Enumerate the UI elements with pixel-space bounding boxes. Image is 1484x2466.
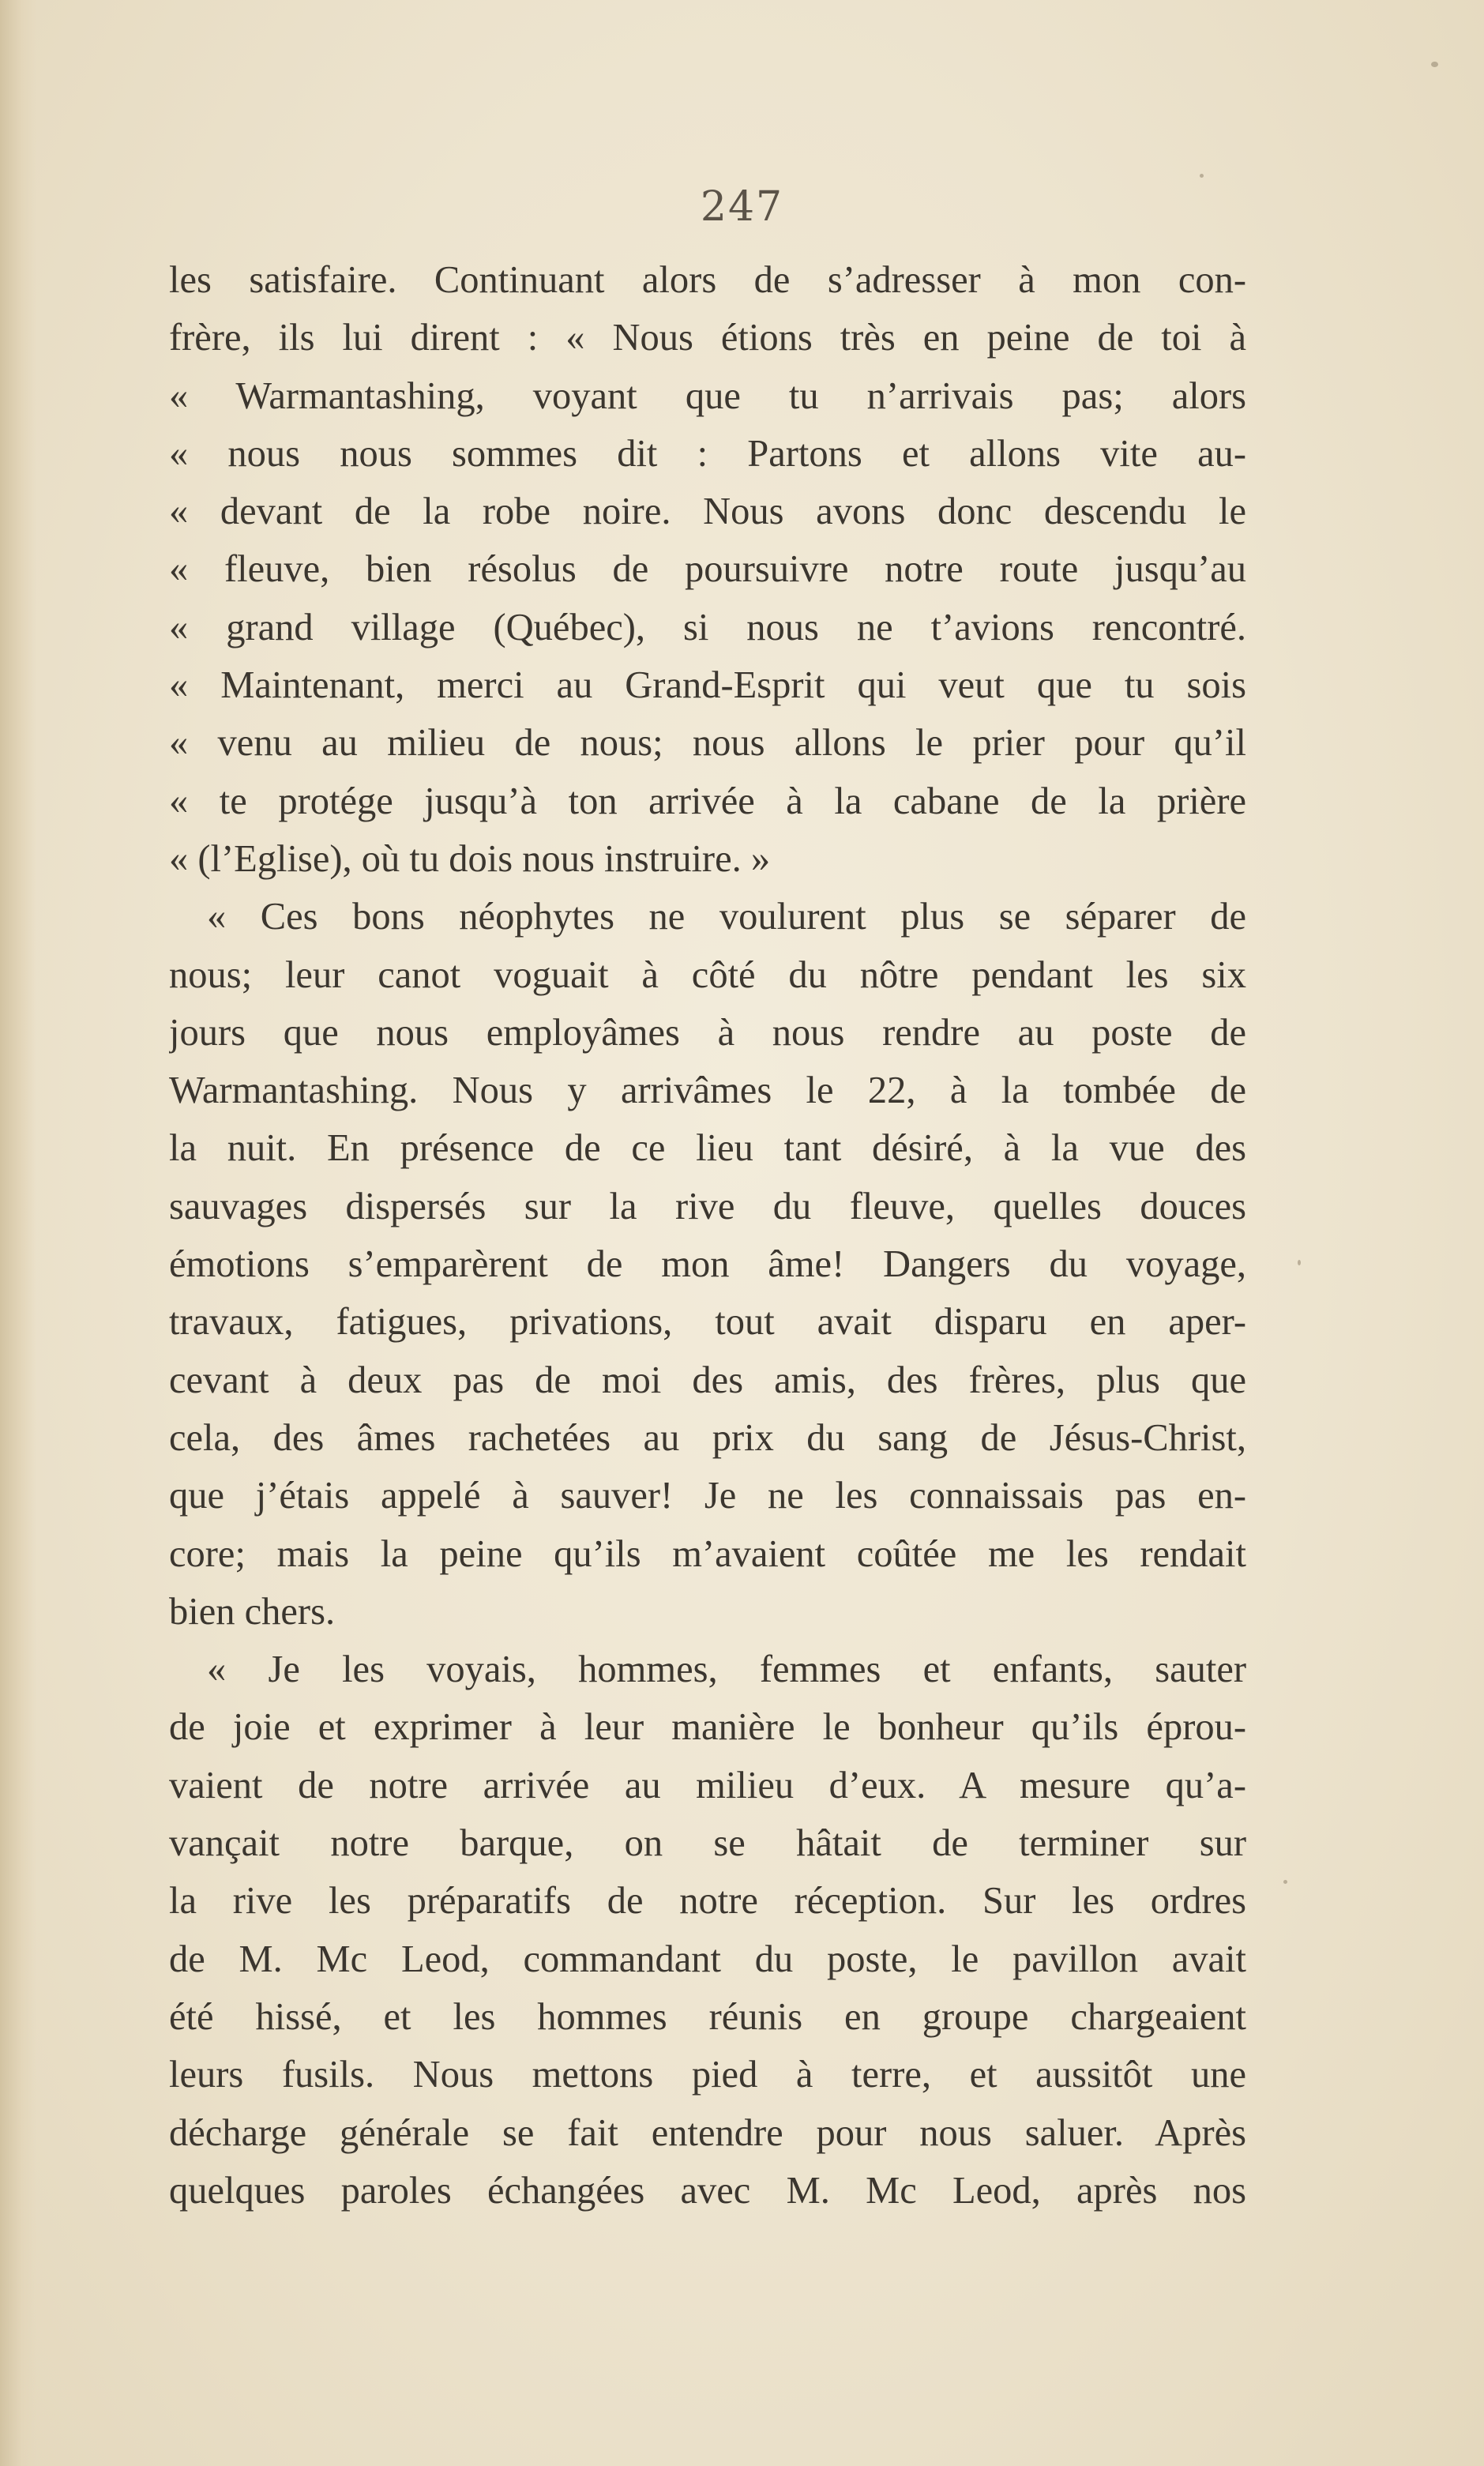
text-line: sauvages dispersés sur la rive du fleuve, quelles douces bbox=[169, 1185, 1246, 1227]
text-line: leurs fusils. Nous mettons pied à terre, et aussitôt une bbox=[169, 2054, 1246, 2096]
text-line: de joie et exprimer à leur manière le bonheur qu’ils éprou- bbox=[169, 1706, 1246, 1749]
text-line: émotions s’emparèrent de mon âme! Dangers du voyage, bbox=[169, 1243, 1246, 1286]
paper-speck bbox=[1431, 62, 1438, 67]
text-line: « devant de la robe noire. Nous avons donc descendu le bbox=[169, 491, 1246, 533]
text-line: « venu au milieu de nous; nous allons le prier pour qu’il bbox=[169, 722, 1246, 765]
text-line: décharge générale se fait entendre pour nous saluer. Après bbox=[169, 2111, 1246, 2154]
text-line: cevant à deux pas de moi des amis, des frères, plus que bbox=[169, 1359, 1246, 1401]
text-line: jours que nous employâmes à nous rendre au poste de bbox=[169, 1011, 1246, 1054]
text-line: quelques paroles échangées avec M. Mc Leod, après nos bbox=[169, 2169, 1246, 2212]
text-line: que j’étais appelé à sauver! Je ne les connaissais pas en- bbox=[169, 1475, 1246, 1517]
text-line: travaux, fatigues, privations, tout avait disparu en aper- bbox=[169, 1301, 1246, 1344]
text-line: « Je les voyais, hommes, femmes et enfants, sauter bbox=[207, 1648, 1246, 1691]
text-line: été hissé, et les hommes réunis en groupe chargeaient bbox=[169, 1995, 1246, 2038]
text-line: les satisfaire. Continuant alors de s’adresser à mon con- bbox=[169, 259, 1246, 301]
text-line: « Warmantashing, voyant que tu n’arrivais pas; alors bbox=[169, 374, 1246, 417]
text-line: « (l’Eglise), où tu dois nous instruire. » bbox=[169, 837, 771, 880]
text-line: bien chers. bbox=[169, 1590, 336, 1633]
text-line: Warmantashing. Nous y arrivâmes le 22, à la tombée de bbox=[169, 1069, 1246, 1112]
paper-speck bbox=[1200, 174, 1204, 178]
text-line: la nuit. En présence de ce lieu tant désiré, à la vue des bbox=[169, 1127, 1246, 1170]
text-line: vançait notre barque, on se hâtait de terminer sur bbox=[169, 1822, 1246, 1865]
body-text bbox=[169, 251, 1246, 2220]
page-number: 247 bbox=[700, 183, 784, 231]
text-line: frère, ils lui dirent : « Nous étions très en peine de toi à bbox=[169, 317, 1246, 359]
text-line: « nous nous sommes dit : Partons et allons vite au- bbox=[169, 432, 1246, 475]
text-line: « te protége jusqu’à ton arrivée à la cabane de la prière bbox=[169, 780, 1246, 822]
page-gutter-shadow bbox=[0, 0, 36, 2466]
text-line: « fleuve, bien résolus de poursuivre notre route jusqu’au bbox=[169, 548, 1246, 591]
text-line: « grand village (Québec), si nous ne t’avions rencontré. bbox=[169, 606, 1246, 648]
text-line: vaient de notre arrivée au milieu d’eux. A mesure qu’a- bbox=[169, 1764, 1246, 1806]
text-line: la rive les préparatifs de notre réception. Sur les ordres bbox=[169, 1880, 1246, 1923]
paper-speck bbox=[1283, 1880, 1287, 1884]
text-line: de M. Mc Leod, commandant du poste, le pavillon avait bbox=[169, 1938, 1246, 1980]
text-line: core; mais la peine qu’ils m’avaient coûtée me les rendait bbox=[169, 1532, 1246, 1575]
text-line: nous; leur canot voguait à côté du nôtre pendant les six bbox=[169, 953, 1246, 996]
text-line: « Maintenant, merci au Grand-Esprit qui veut que tu sois bbox=[169, 664, 1246, 707]
paper-speck bbox=[1298, 1260, 1301, 1265]
text-line: cela, des âmes rachetées au prix du sang de Jésus-Christ, bbox=[169, 1416, 1246, 1459]
text-line: « Ces bons néophytes ne voulurent plus se séparer de bbox=[207, 896, 1246, 938]
